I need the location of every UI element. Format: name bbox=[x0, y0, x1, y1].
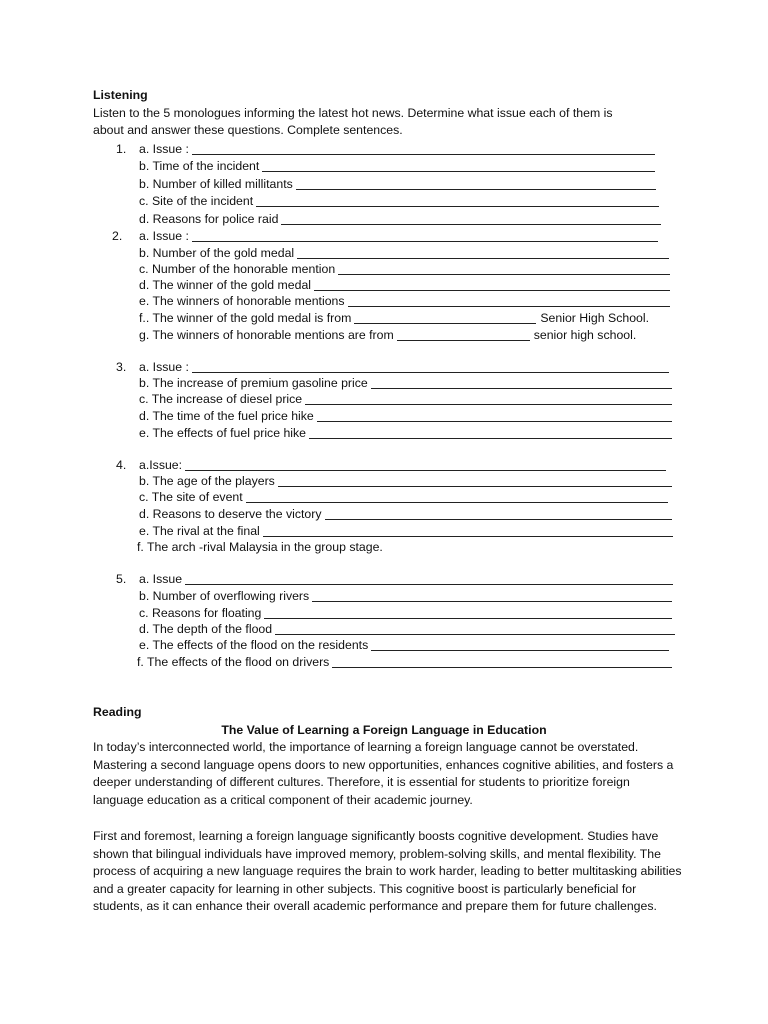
question-label: c. The increase of diesel price bbox=[139, 392, 303, 406]
answer-blank[interactable] bbox=[312, 590, 672, 602]
reading-paragraph-1: In today’s interconnected world, the importance of learning a foreign language cannot be overstated. Mastering a second language opens doors to new opportunities, enhances cognitive abilities, and fosters a deeper understanding of different cultures. Therefore, it is essential for students to prioritize foreign language education as a critical component of their academic journey. bbox=[93, 740, 674, 807]
question-label: b. Number of overflowing rivers bbox=[139, 589, 310, 603]
answer-blank[interactable] bbox=[309, 427, 672, 439]
section-number: 4. bbox=[116, 458, 127, 472]
question-label: e. The effects of the flood on the residents bbox=[139, 638, 369, 652]
question-label: d. The winner of the gold medal bbox=[139, 278, 312, 292]
question-line bbox=[139, 425, 672, 441]
question-label: d. Reasons for police raid bbox=[139, 212, 279, 226]
answer-blank[interactable] bbox=[296, 178, 656, 190]
question-label: e. The rival at the final bbox=[139, 524, 260, 538]
answer-blank[interactable] bbox=[262, 160, 655, 172]
answer-blank[interactable] bbox=[314, 279, 670, 291]
question-label: a. Issue bbox=[139, 572, 183, 586]
question-label: d. Reasons to deserve the victory bbox=[139, 507, 322, 521]
reading-heading: Reading bbox=[93, 705, 142, 719]
answer-blank[interactable] bbox=[325, 508, 673, 520]
question-label: b. Number of killed millitants bbox=[139, 177, 293, 191]
listening-instructions-line2: about and answer these questions. Complete sentences. bbox=[93, 123, 403, 137]
question-line bbox=[139, 228, 658, 244]
answer-blank[interactable] bbox=[263, 525, 673, 537]
question-label: d. The depth of the flood bbox=[139, 622, 273, 636]
question-line bbox=[139, 605, 672, 621]
answer-blank[interactable] bbox=[264, 607, 672, 619]
answer-blank[interactable] bbox=[338, 263, 670, 275]
question-label: b. Time of the incident bbox=[139, 159, 260, 173]
question-label: c. Site of the incident bbox=[139, 194, 254, 208]
listening-heading: Listening bbox=[93, 88, 148, 102]
question-label: f. The effects of the flood on drivers bbox=[137, 655, 330, 669]
question-line bbox=[139, 261, 670, 277]
question-label: d. The time of the fuel price hike bbox=[139, 409, 314, 423]
question-line bbox=[139, 571, 673, 587]
question-line bbox=[139, 457, 666, 473]
question-line bbox=[139, 408, 672, 424]
section-number: 3. bbox=[116, 360, 127, 374]
question-line bbox=[139, 523, 673, 539]
question-label: c. Number of the honorable mention bbox=[139, 262, 336, 276]
question-label: a.Issue: bbox=[139, 458, 183, 472]
question-label: b. Number of the gold medal bbox=[139, 246, 295, 260]
question-line bbox=[139, 391, 672, 407]
question-label: f. The arch -rival Malaysia in the group stage. bbox=[137, 540, 383, 554]
question-line bbox=[139, 310, 669, 326]
section-number: 1. bbox=[116, 142, 127, 156]
answer-blank[interactable] bbox=[281, 213, 661, 225]
question-line bbox=[139, 473, 672, 489]
answer-blank[interactable] bbox=[246, 491, 668, 503]
answer-blank[interactable] bbox=[397, 329, 530, 341]
answer-blank[interactable] bbox=[192, 230, 658, 242]
section-number: 2. bbox=[112, 229, 123, 243]
answer-blank[interactable] bbox=[185, 459, 666, 471]
question-label: c. Reasons for floating bbox=[139, 606, 262, 620]
question-line bbox=[139, 158, 655, 174]
section-number: 5. bbox=[116, 572, 127, 586]
question-label: a. Issue : bbox=[139, 360, 189, 374]
question-line bbox=[139, 506, 672, 522]
question-line bbox=[139, 176, 656, 192]
question-line bbox=[139, 193, 659, 209]
question-label: e. The winners of honorable mentions bbox=[139, 294, 345, 308]
question-line bbox=[139, 211, 661, 227]
question-line bbox=[139, 375, 672, 391]
question-line bbox=[139, 327, 669, 343]
question-line bbox=[139, 588, 672, 604]
question-line bbox=[139, 359, 669, 375]
answer-blank[interactable] bbox=[371, 639, 669, 651]
answer-blank[interactable] bbox=[305, 393, 672, 405]
answer-blank[interactable] bbox=[348, 295, 670, 307]
question-label: e. The effects of fuel price hike bbox=[139, 426, 307, 440]
question-line bbox=[139, 141, 655, 157]
answer-blank[interactable] bbox=[371, 377, 672, 389]
answer-blank[interactable] bbox=[192, 361, 669, 373]
question-line bbox=[137, 654, 672, 670]
listening-instructions-line1: Listen to the 5 monologues informing the latest hot news. Determine what issue each of them is bbox=[93, 106, 613, 120]
question-line bbox=[139, 245, 669, 261]
answer-blank[interactable] bbox=[185, 573, 673, 585]
question-line bbox=[139, 277, 670, 293]
reading-title: The Value of Learning a Foreign Language in Education bbox=[221, 723, 547, 737]
answer-blank[interactable] bbox=[278, 475, 672, 487]
question-label: f.. The winner of the gold medal is from bbox=[139, 311, 352, 325]
answer-blank[interactable] bbox=[275, 623, 675, 635]
question-line bbox=[139, 489, 668, 505]
question-suffix: Senior High School. bbox=[540, 311, 650, 325]
question-line bbox=[139, 621, 675, 637]
question-label: b. The increase of premium gasoline price bbox=[139, 376, 368, 390]
answer-blank[interactable] bbox=[297, 247, 669, 259]
question-label: b. The age of the players bbox=[139, 474, 275, 488]
answer-blank[interactable] bbox=[354, 312, 536, 324]
question-label: g. The winners of honorable mentions are from bbox=[139, 328, 394, 342]
answer-blank[interactable] bbox=[317, 410, 672, 422]
answer-blank[interactable] bbox=[332, 656, 672, 668]
question-suffix: senior high school. bbox=[533, 328, 637, 342]
question-line bbox=[139, 637, 669, 653]
question-label: a. Issue : bbox=[139, 229, 189, 243]
reading-paragraph-2: First and foremost, learning a foreign language significantly boosts cognitive development. Studies have shown that bilingual individuals have improved memory, problem-solving skills, and mental flexibility. The process of acquiring a new language requires the brain to work harder, leading to better multitasking abilities and a greater capacity for learning in other subjects. This cognitive boost is particularly beneficial for students, as it can enhance their overall academic performance and prepare them for future challenges. bbox=[93, 829, 682, 914]
answer-blank[interactable] bbox=[192, 143, 655, 155]
question-label: a. Issue : bbox=[139, 142, 189, 156]
question-line bbox=[139, 293, 670, 309]
question-label: c. The site of event bbox=[139, 490, 243, 504]
answer-blank[interactable] bbox=[256, 195, 659, 207]
